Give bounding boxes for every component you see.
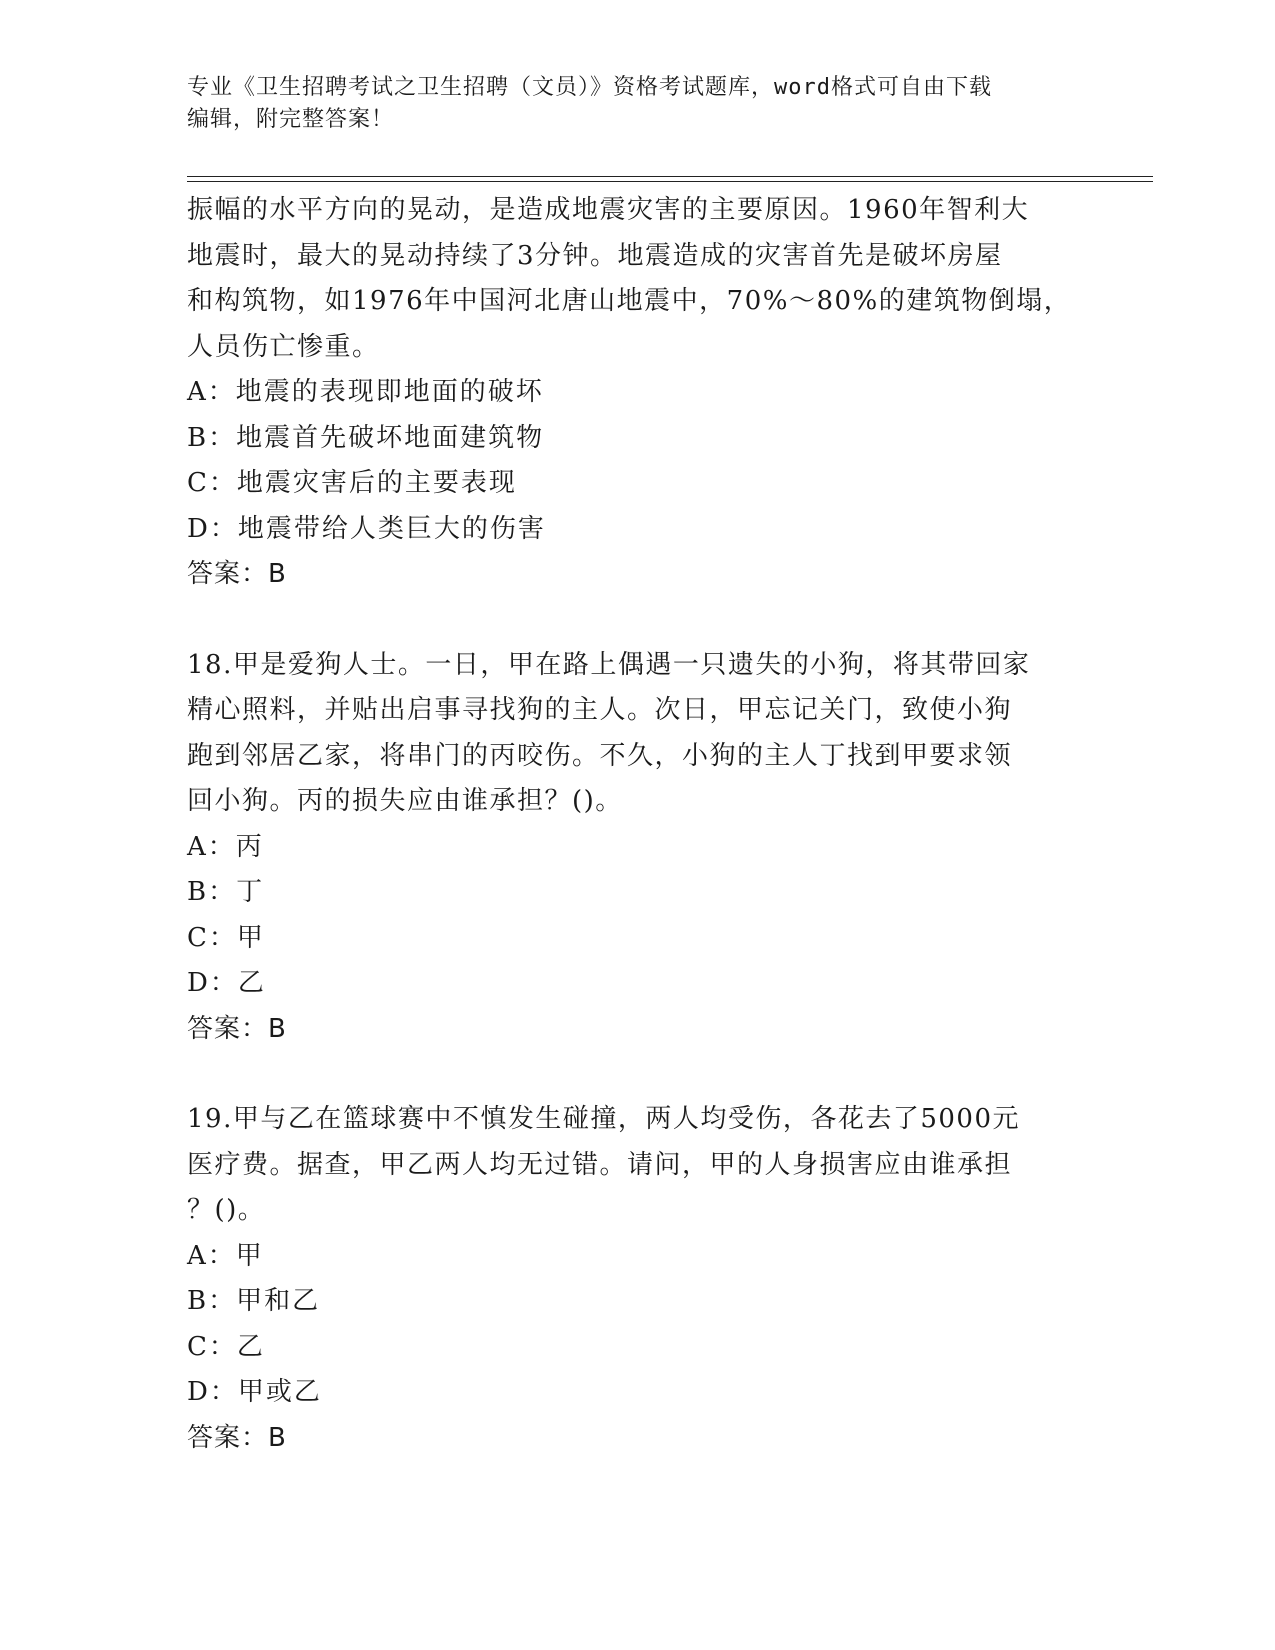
question-stem-line: 振幅的水平方向的晃动，是造成地震灾害的主要原因。1960年智利大 — [187, 195, 1030, 225]
question-stem-line: 回小狗。丙的损失应由谁承担？()。 — [187, 786, 623, 816]
header-rule-bottom — [187, 181, 1153, 182]
answer-line: 答案：B — [187, 559, 287, 589]
option-c: C：乙 — [187, 1331, 265, 1362]
question-stem-line: 医疗费。据查，甲乙两人均无过错。请问，甲的人身损害应由谁承担 — [187, 1149, 1013, 1180]
header-line-2: 编辑，附完整答案！ — [187, 107, 395, 132]
question-19 — [187, 1097, 1087, 1461]
question-stem-line: 19.甲与乙在篮球赛中不慎发生碰撞，两人均受伤，各花去了5000元 — [187, 1104, 1021, 1134]
question-stem-line: ？()。 — [187, 1195, 266, 1225]
question-spacer — [187, 1052, 1087, 1097]
document-body — [187, 188, 1087, 1461]
question-stem-line: 精心照料，并贴出启事寻找狗的主人。次日，甲忘记关门，致使小狗 — [187, 695, 1013, 725]
question-stem-line: 人员伤亡惨重。 — [187, 331, 380, 362]
option-a: A：甲 — [187, 1240, 264, 1271]
option-b: B：地震首先破坏地面建筑物 — [187, 422, 545, 453]
option-c: C：甲 — [187, 922, 265, 953]
question-stem-line: 和构筑物，如1976年中国河北唐山地震中，70%～80%的建筑物倒塌， — [187, 286, 1072, 316]
question-spacer — [187, 598, 1087, 643]
option-d: D：甲或乙 — [187, 1377, 322, 1407]
option-d: D：地震带给人类巨大的伤害 — [187, 513, 546, 544]
option-a: A：地震的表现即地面的破坏 — [187, 377, 544, 407]
question-stem-line: 跑到邻居乙家，将串门的丙咬伤。不久，小狗的主人丁找到甲要求领 — [187, 740, 1013, 771]
question-stem-line: 18.甲是爱狗人士。一日，甲在路上偶遇一只遗失的小狗，将其带回家 — [187, 649, 1031, 680]
question-17 — [187, 188, 1087, 598]
header-line-1: 专业《卫生招聘考试之卫生招聘（文员）》资格考试题库，word格式可自由下载 — [187, 75, 992, 100]
header-rule-top — [187, 176, 1153, 177]
option-b: B：丁 — [187, 877, 265, 907]
question-18 — [187, 643, 1087, 1053]
document-header — [187, 72, 1067, 136]
answer-line: 答案：B — [187, 1422, 287, 1453]
option-c: C：地震灾害后的主要表现 — [187, 468, 517, 498]
option-a: A：丙 — [187, 831, 264, 862]
answer-line: 答案：B — [187, 1013, 287, 1044]
option-d: D：乙 — [187, 968, 266, 998]
option-b: B：甲和乙 — [187, 1286, 321, 1316]
question-stem-line: 地震时，最大的晃动持续了3分钟。地震造成的灾害首先是破坏房屋 — [187, 240, 1003, 271]
